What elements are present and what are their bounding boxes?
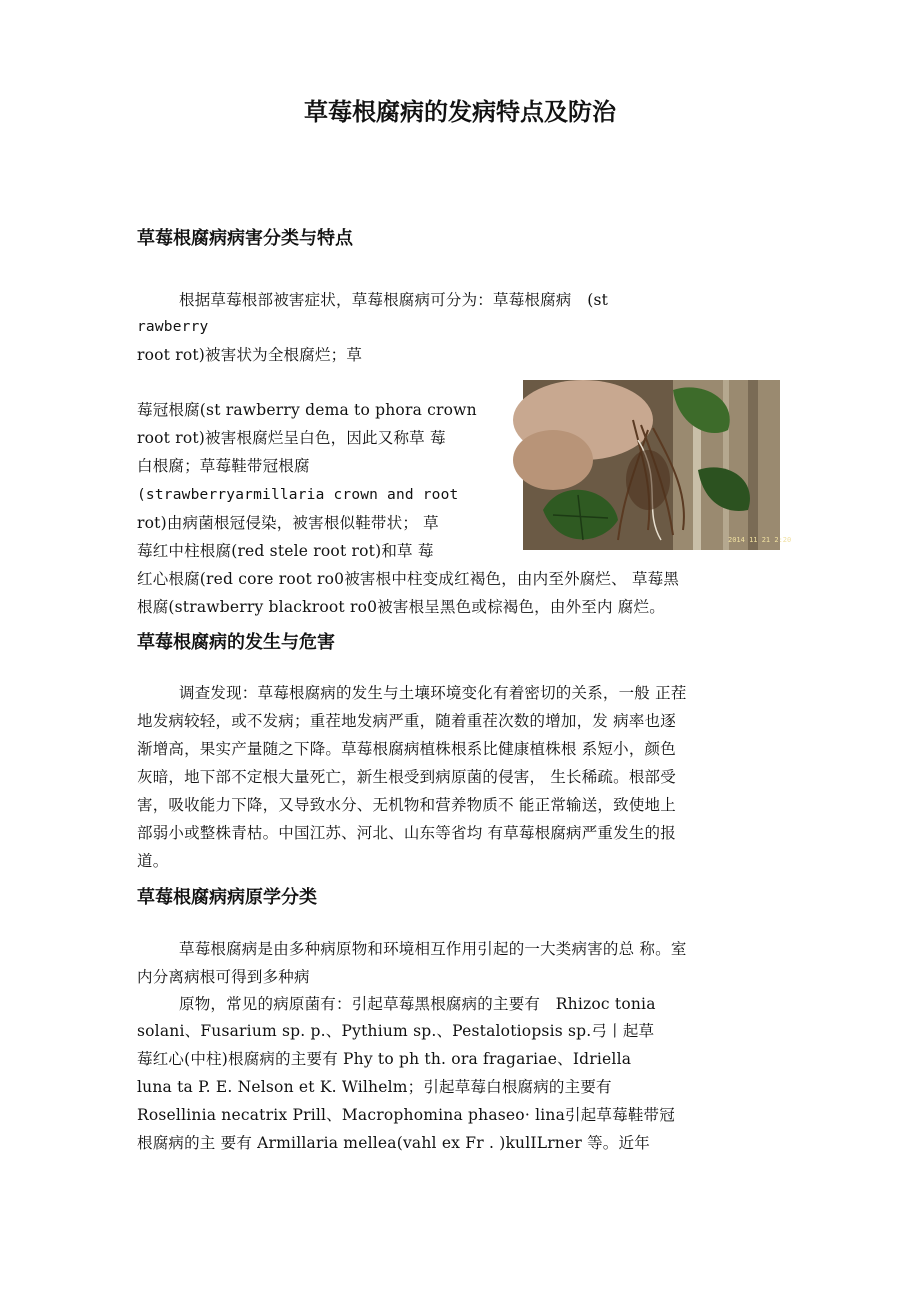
paragraph-line: 内分离病根可得到多种病 bbox=[137, 968, 310, 986]
paragraph-line: root rot)被害根腐烂呈白色，因此又称草 莓 bbox=[137, 429, 446, 447]
paragraph-line: 部弱小或整株青枯。中国江苏、河北、山东等省均 有草莓根腐病严重发生的报 bbox=[137, 824, 676, 842]
document-title: 草莓根腐病的发病特点及防治 bbox=[304, 98, 616, 126]
paragraph-line: 渐增高，果实产量随之下降。草莓根腐病植株根系比健康植株根 系短小，颜色 bbox=[137, 740, 676, 758]
paragraph-line: 莓红心(中柱)根腐病的主要有 Phy to ph th. ora fragariae、Idriella bbox=[137, 1050, 632, 1068]
paragraph-line: 莓红中柱根腐(red stele root rot)和草 莓 bbox=[137, 542, 434, 560]
paragraph-line: Rosellinia necatrix Prill、Macrophomina phaseo· lina引起草莓鞋带冠 bbox=[137, 1106, 675, 1124]
paragraph-line: rawberry bbox=[137, 319, 209, 335]
section-heading-pathogens: 草莓根腐病病原学分类 bbox=[137, 887, 317, 908]
paragraph-line: 害，吸收能力下降，又导致水分、无机物和营养物质不 能正常输送，致使地上 bbox=[137, 796, 676, 814]
paragraph-line: 根腐(strawberry blackroot ro0被害根呈黑色或棕褐色，由外至内 腐烂。 bbox=[137, 598, 665, 616]
paragraph-line: root rot)被害状为全根腐烂；草 bbox=[137, 346, 363, 364]
section-heading-classification: 草莓根腐病病害分类与特点 bbox=[137, 228, 353, 249]
paragraph-line: 地发病较轻，或不发病；重茬地发病严重，随着重茬次数的增加，发 病率也逐 bbox=[137, 712, 676, 730]
paragraph-line: 红心根腐(red core root ro0被害根中柱变成红褐色，由内至外腐烂、 草莓黑 bbox=[137, 570, 680, 588]
section-heading-occurrence: 草莓根腐病的发生与危害 bbox=[137, 632, 335, 653]
paragraph-line: 灰暗，地下部不定根大量死亡，新生根受到病原菌的侵害， 生长稀疏。根部受 bbox=[137, 768, 676, 786]
paragraph-line: 道。 bbox=[137, 852, 169, 870]
paragraph-line: 草莓根腐病是由多种病原物和环境相互作用引起的一大类病害的总 称。室 bbox=[179, 940, 687, 958]
paragraph-line: rot)由病菌根冠侵染，被害根似鞋带状； 草 bbox=[137, 514, 439, 532]
strawberry-root-photo bbox=[523, 380, 792, 550]
paragraph-line: 调查发现：草莓根腐病的发生与土壤环境变化有着密切的关系，一般 正茬 bbox=[179, 684, 687, 702]
paragraph-line: 原物，常见的病原菌有：引起草莓黑根腐病的主要有 Rhizoc tonia bbox=[179, 995, 656, 1013]
paragraph-line: solani、Fusarium sp. p.、Pythium sp.、Pestalotiopsis sp.弓丨起草 bbox=[137, 1022, 655, 1040]
paragraph-line: (strawberryarmillaria crown and root bbox=[137, 487, 459, 503]
paragraph-line: 莓冠根腐(st rawberry dema to phora crown bbox=[137, 401, 477, 419]
photo-timestamp: 2014 11 21 2:20 bbox=[728, 536, 792, 544]
paragraph-line: 根据草莓根部被害症状，草莓根腐病可分为：草莓根腐病 (st bbox=[179, 291, 609, 309]
paragraph-line: 白根腐；草莓鞋带冠根腐 bbox=[137, 457, 310, 475]
paragraph-line: 根腐病的主 要有 Armillaria mellea(vahl ex Fr . )kulILrner 等。近年 bbox=[137, 1134, 650, 1152]
photo-illustration bbox=[523, 380, 792, 550]
paragraph-line: luna ta P. E. Nelson et K. Wilhelm；引起草莓白根腐病的主要有 bbox=[137, 1078, 612, 1096]
